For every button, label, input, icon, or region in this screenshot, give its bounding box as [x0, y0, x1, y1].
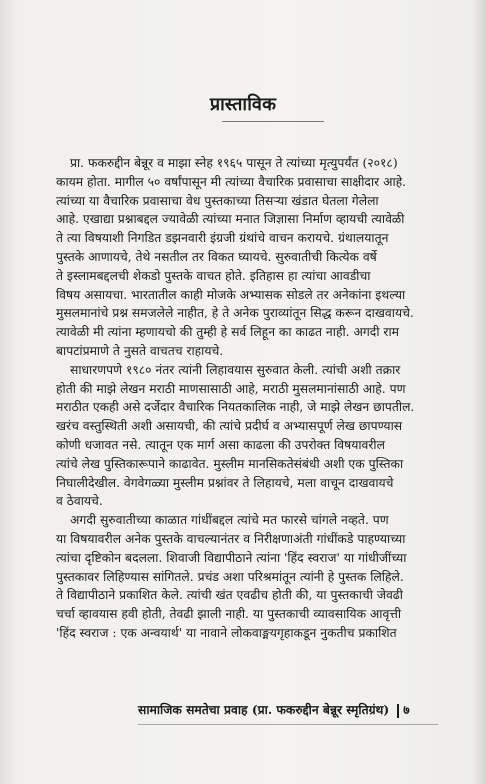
text-line: ते विद्यापीठाने प्रकाशित केले. त्यांची खंत एवढीच होती की, या पुस्तकाची जेवढी	[56, 588, 403, 603]
text-line: पुस्तकावर लिहिण्यास सांगितले. प्रचंड अशा परिश्रमांतून त्यांनी हे पुस्तक लिहिले.	[56, 569, 404, 584]
text-line: ते त्या विषयाशी निगडित डझनवारी इंग्रजी ग्रंथांचे वाचन करायचे. ग्रंथालयातून	[56, 231, 389, 246]
text-line: व ठेवायचे.	[56, 494, 103, 509]
body-text	[56, 154, 452, 643]
text-line: खरंच वस्तुस्थिती अशी असायची, की त्यांचे प्रदीर्घ व अभ्यासपूर्ण लेख छापण्यास	[56, 419, 403, 434]
page-number: ७	[403, 702, 410, 717]
page-footer	[138, 701, 458, 719]
text-line: बापटांप्रमाणे ते नुसते वाचतच राहायचे.	[56, 343, 224, 358]
text-line: मुसलमानांचे प्रश्न समजलेले नाहीत, हे ते अनेक पुराव्यांतून सिद्ध करून दाखवायचे.	[56, 306, 414, 321]
text-line: मराठीत एकही असे दर्जेदार वैचारिक नियतकालिक नाही, जे माझे लेखन छापतील.	[56, 400, 415, 415]
text-line: त्यांचा दृष्टिकोन बदलला. शिवाजी विद्यापीठाने त्यांना 'हिंद स्वराज' या गांधीजींच्या	[56, 550, 407, 565]
text-line: विषय असायचा. भारतातील काही मोजके अभ्यासक सोडले तर अनेकांना इथल्या	[56, 287, 406, 302]
text-line: कोणी धजावत नसे. त्यातून एक मार्ग असा काढला की उपरोक्त विषयावरील	[56, 437, 385, 452]
text-line: प्रा. फकरुद्दीन बेन्नूर व माझा स्नेह १९६५ पासून ते त्यांच्या मृत्युपर्यंत (२०१८)	[70, 156, 398, 170]
text-line: ते इस्लामबद्दलची शेकडो पुस्तके वाचत होते. इतिहास हा त्यांचा आवडीचा	[56, 268, 371, 283]
text-line: कायम होता. मागील ५० वर्षांपासून मी त्यांच्या वैचारिक प्रवासाचा साक्षीदार आहे.	[56, 174, 407, 189]
text-line: चर्चा व्हावयास हवी होती, तेवढी झाली नाही. या पुस्तकाची व्यावसायिक आवृत्ती	[56, 607, 402, 622]
text-line: त्यांचे लेख पुस्तिकारूपाने काढावेत. मुस्लीम मानसिकतेसंबंधी अशी एक पुस्तिका	[56, 456, 404, 471]
footer-book-title: सामाजिक समतेचा प्रवाह (प्रा. फकरुद्दीन बेन्नूर स्मृतिग्रंथ)	[138, 702, 390, 717]
text-line: साधारणपणे १९८० नंतर त्यांनी लिहावयास सुरुवात केली. त्यांची अशी तक्रार	[70, 362, 401, 377]
text-line: पुस्तके आणायचे, तेथे नसतील तर विकत घ्यायचे. सुरुवातीची कित्येक वर्षे	[56, 249, 377, 264]
text-line: आहे. एखाद्या प्रश्नाबद्दल ज्यावेळी त्यांच्या मनात जिज्ञासा निर्माण व्हायची त्यावेळी	[56, 212, 405, 227]
footer-rule	[138, 724, 438, 725]
title-underline	[222, 121, 324, 122]
text-line: त्यावेळी मी त्यांना म्हणायचो की तुम्ही हे सर्व लिहून का काढत नाही. अगदी राम	[56, 325, 399, 340]
text-line: अगदी सुरुवातीच्या काळात गांधींबद्दल त्यांचे मत फारसे चांगले नव्हते. पण	[70, 513, 389, 528]
page-edge-shadow	[472, 0, 486, 784]
text-line: या विषयावरील अनेक पुस्तके वाचल्यानंतर व निरीक्षणाअंती गांधींकडे पाहण्याच्या	[56, 531, 406, 546]
text-line: निघालीदेखील. वेगवेगळ्या मुस्लीम प्रश्नांवर ते लिहायचे, मला वाचून दाखवायचे	[56, 475, 394, 490]
text-line: त्यांच्या या वैचारिक प्रवासाचा वेध पुस्तकाच्या तिसऱ्या खंडात घेतला गेलेला	[56, 193, 379, 208]
text-line: 'हिंद स्वराज : एक अन्वयार्थ' या नावाने लोकवाङ्मयगृहाकडून नुकतीच प्रकाशित	[56, 625, 397, 640]
text-line: होती की माझे लेखन मराठी माणसासाठी आहे, मराठी मुसलमानांसाठी आहे. पण	[56, 381, 406, 396]
footer-separator	[397, 704, 399, 718]
page-title: प्रास्ताविक	[209, 94, 277, 115]
